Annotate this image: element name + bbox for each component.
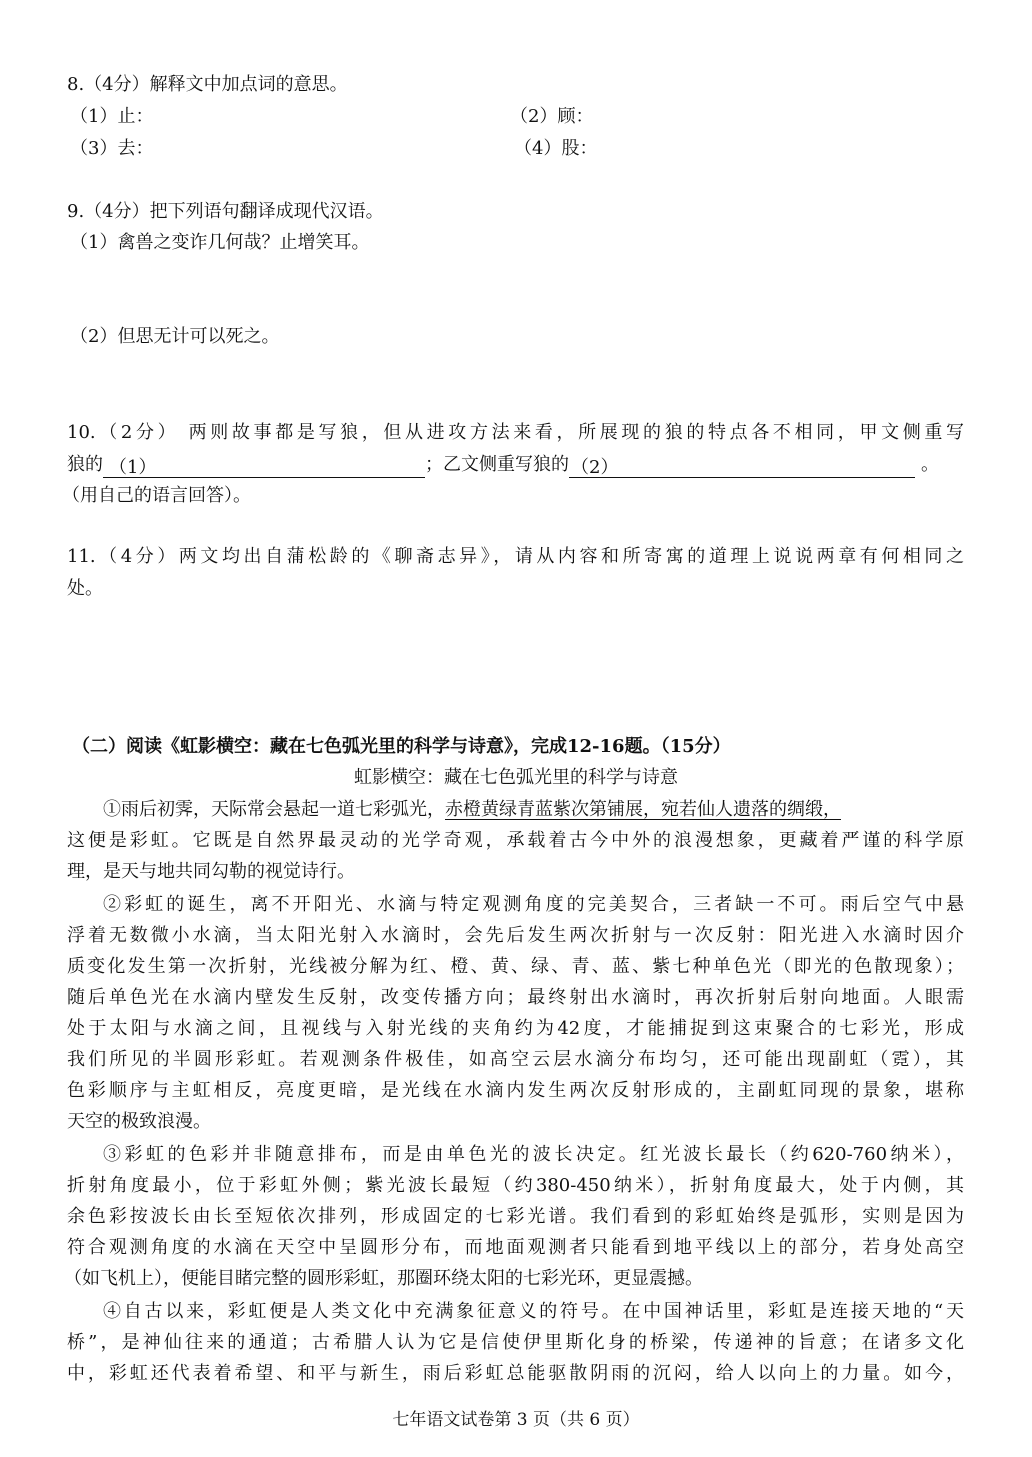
q9-item-2: （2）但思无计可以死之。: [70, 326, 280, 347]
p2-line: 色彩顺序与主虹相反，亮度更暗，是光线在水滴内发生两次反射形成的，主副虹同现的景象，堪称: [67, 1080, 964, 1101]
answer-blank-2[interactable]: （2）: [569, 455, 915, 478]
p2-line: 浮着无数微小水滴，当太阳光射入水滴时，会先后发生两次折射与一次反射：阳光进入水滴时因介: [67, 925, 964, 946]
p2-line: ②彩虹的诞生，离不开阳光、水滴与特定观测角度的完美契合，三者缺一不可。雨后空气中悬: [103, 894, 964, 915]
p4-line: 中，彩虹还代表着希望、和平与新生，雨后彩虹总能驱散阴雨的沉闷，给人以向上的力量。如今，: [67, 1363, 964, 1384]
section-heading: （二）阅读《虹影横空：藏在七色弧光里的科学与诗意》，完成12-16题。（15分）: [72, 736, 731, 757]
p3-line: （如飞机上），便能目睹完整的圆形彩虹，那圈环绕太阳的七彩光环，更显震撼。: [64, 1268, 703, 1289]
q10-end: 。: [921, 454, 939, 475]
article-title: 虹影横空：藏在七色弧光里的科学与诗意: [354, 767, 678, 788]
q8-item-4: （4）股：: [514, 138, 598, 159]
q9-stem: 9.（4分）把下列语句翻译成现代汉语。: [67, 201, 384, 222]
p3-line: 余色彩按波长由长至短依次排列，形成固定的七彩光谱。我们看到的彩虹始终是弧形，实则是因为: [67, 1206, 964, 1227]
page-footer: 七年语文试卷第 3 页（共 6 页）: [392, 1410, 640, 1430]
underlined-sentence: 赤橙黄绿青蓝紫次第铺展，宛若仙人遗落的绸缎，: [445, 799, 841, 820]
p3-line: ③彩虹的色彩并非随意排布，而是由单色光的波长决定。红光波长最长（约620-760纳米），: [103, 1144, 964, 1165]
q10-mid: ；乙文侧重写狼的: [425, 454, 569, 475]
p2-line: 天空的极致浪漫。: [67, 1111, 211, 1132]
p1-line-3: 理，是天与地共同勾勒的视觉诗行。: [67, 861, 355, 882]
p3-line: 折射角度最小，位于彩虹外侧；紫光波长最短（约380-450纳米），折射角度最大，处于内侧，其: [67, 1175, 964, 1196]
p3-line: 符合观测角度的水滴在天空中呈圆形分布，而地面观测者只能看到地平线以上的部分，若身处高空: [67, 1237, 964, 1258]
q8-item-3: （3）去：: [70, 138, 154, 159]
q10-line-3: （用自己的语言回答）。: [62, 485, 251, 506]
q8-item-1: （1）止：: [70, 106, 154, 127]
p2-line: 随后单色光在水滴内壁发生反射，改变传播方向；最终射出水滴时，再次折射后射向地面。人眼需: [67, 987, 964, 1008]
q11-line-2: 处。: [67, 578, 103, 599]
p2-line: 质变化发生第一次折射，光线被分解为红、橙、黄、绿、青、蓝、紫七种单色光（即光的色散现象）；: [67, 956, 964, 977]
p1-line-2: 这便是彩虹。它既是自然界最灵动的光学奇观，承载着古今中外的浪漫想象，更藏着严谨的科学原: [67, 830, 964, 851]
p1-line-1: ①雨后初霁，天际常会悬起一道七彩弧光，赤橙黄绿青蓝紫次第铺展，宛若仙人遗落的绸缎，: [103, 799, 841, 820]
q8-stem: 8.（4分）解释文中加点词的意思。: [67, 74, 348, 95]
q10-line-1: 10.（2分） 两则故事都是写狼，但从进攻方法来看，所展现的狼的特点各不相同，甲文侧重写: [67, 422, 964, 443]
answer-blank-1[interactable]: （1）: [103, 455, 425, 478]
q8-item-2: （2）顾：: [510, 106, 594, 127]
p4-line: ④自古以来，彩虹便是人类文化中充满象征意义的符号。在中国神话里，彩虹是连接天地的“天: [103, 1301, 964, 1322]
p2-line: 处于太阳与水滴之间，且视线与入射光线的夹角约为42度，才能捕捉到这束聚合的七彩光，形成: [67, 1018, 964, 1039]
p2-line: 我们所见的半圆形彩虹。若观测条件极佳，如高空云层水滴分布均匀，还可能出现副虹（霓），其: [67, 1049, 964, 1070]
q10-prefix: 狼的: [67, 454, 103, 475]
q9-item-1: （1）禽兽之变诈几何哉？止增笑耳。: [70, 232, 370, 253]
q11-line-1: 11.（4分）两文均出自蒲松龄的《聊斋志异》，请从内容和所寄寓的道理上说说两章有何相同之: [67, 546, 964, 567]
p4-line: 桥”，是神仙往来的通道；古希腊人认为它是信使伊里斯化身的桥梁，传递神的旨意；在诸多文化: [67, 1332, 964, 1353]
q10-line-2: [67, 452, 939, 478]
